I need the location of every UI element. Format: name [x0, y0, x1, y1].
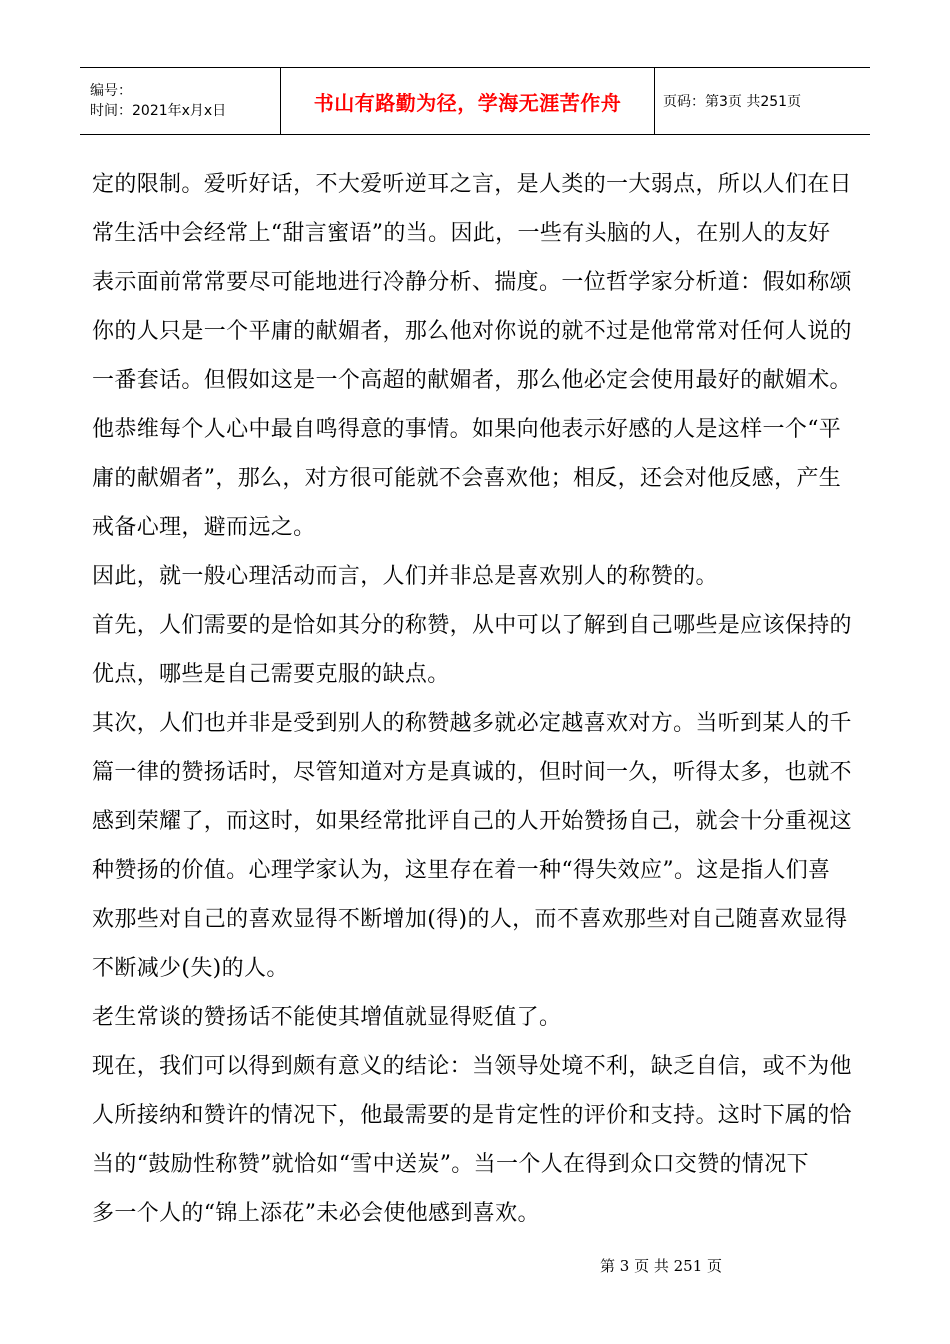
body-line: 庸的献媚者”，那么，对方很可能就不会喜欢他；相反，还会对他反感，产生 — [92, 466, 842, 491]
header-page-info-cell — [655, 68, 870, 134]
body-line: 现在，我们可以得到颇有意义的结论：当领导处境不利，缺乏自信，或不为他 — [92, 1054, 852, 1079]
body-line: 种赞扬的价值。心理学家认为，这里存在着一种“得失效应”。这是指人们喜 — [92, 858, 831, 883]
body-line: 欢那些对自己的喜欢显得不断增加(得)的人，而不喜欢那些对自己随喜欢显得 — [92, 907, 848, 932]
body-line: 常生活中会经常上“甜言蜜语”的当。因此，一些有头脑的人，在别人的友好 — [92, 221, 831, 246]
body-line: 人所接纳和赞许的情况下，他最需要的是肯定性的评价和支持。这时下属的恰 — [92, 1103, 852, 1128]
page-footer: 第 3 页 共 251 页 — [600, 1257, 723, 1275]
body-line: 一番套话。但假如这是一个高超的献媚者，那么他必定会使用最好的献媚术。 — [92, 368, 852, 393]
document-body — [92, 160, 872, 1238]
header-motto: 书山有路勤为径，学海无涯苦作舟 — [313, 90, 622, 115]
body-line: 不断减少(失)的人。 — [92, 956, 289, 981]
body-line: 你的人只是一个平庸的献媚者，那么他对你说的就不过是他常常对任何人说的 — [92, 319, 852, 344]
body-line: 首先，人们需要的是恰如其分的称赞，从中可以了解到自己哪些是应该保持的 — [92, 613, 852, 638]
body-line: 老生常谈的赞扬话不能使其增值就显得贬值了。 — [92, 1005, 562, 1030]
body-line: 优点，哪些是自己需要克服的缺点。 — [92, 662, 450, 687]
header-page-info: 页码：第3页 共251页 — [663, 94, 802, 110]
header-motto-cell — [281, 68, 655, 134]
body-line: 表示面前常常要尽可能地进行冷静分析、揣度。一位哲学家分析道：假如称颂 — [92, 270, 852, 295]
body-line: 篇一律的赞扬话时，尽管知道对方是真诚的，但时间一久，听得太多，也就不 — [92, 760, 852, 785]
body-line: 因此，就一般心理活动而言，人们并非总是喜欢别人的称赞的。 — [92, 564, 718, 589]
body-line: 其次，人们也并非是受到别人的称赞越多就必定越喜欢对方。当听到某人的千 — [92, 711, 852, 736]
body-line: 定的限制。爱听好话，不大爱听逆耳之言，是人类的一大弱点，所以人们在日 — [92, 172, 852, 197]
body-line: 感到荣耀了，而这时，如果经常批评自己的人开始赞扬自己，就会十分重视这 — [92, 809, 852, 834]
body-line: 当的“鼓励性称赞”就恰如“雪中送炭”。当一个人在得到众口交赞的情况下 — [92, 1152, 809, 1177]
header-meta — [80, 68, 281, 134]
document-time-label: 时间：2021年x月x日 — [90, 103, 227, 119]
document-number-label: 编号： — [90, 83, 132, 99]
body-line: 他恭维每个人心中最自鸣得意的事情。如果向他表示好感的人是这样一个“平 — [92, 417, 842, 442]
body-line: 多一个人的“锦上添花”未必会使他感到喜欢。 — [92, 1201, 540, 1226]
body-line: 戒备心理，避而远之。 — [92, 515, 316, 540]
page-header — [80, 67, 870, 135]
